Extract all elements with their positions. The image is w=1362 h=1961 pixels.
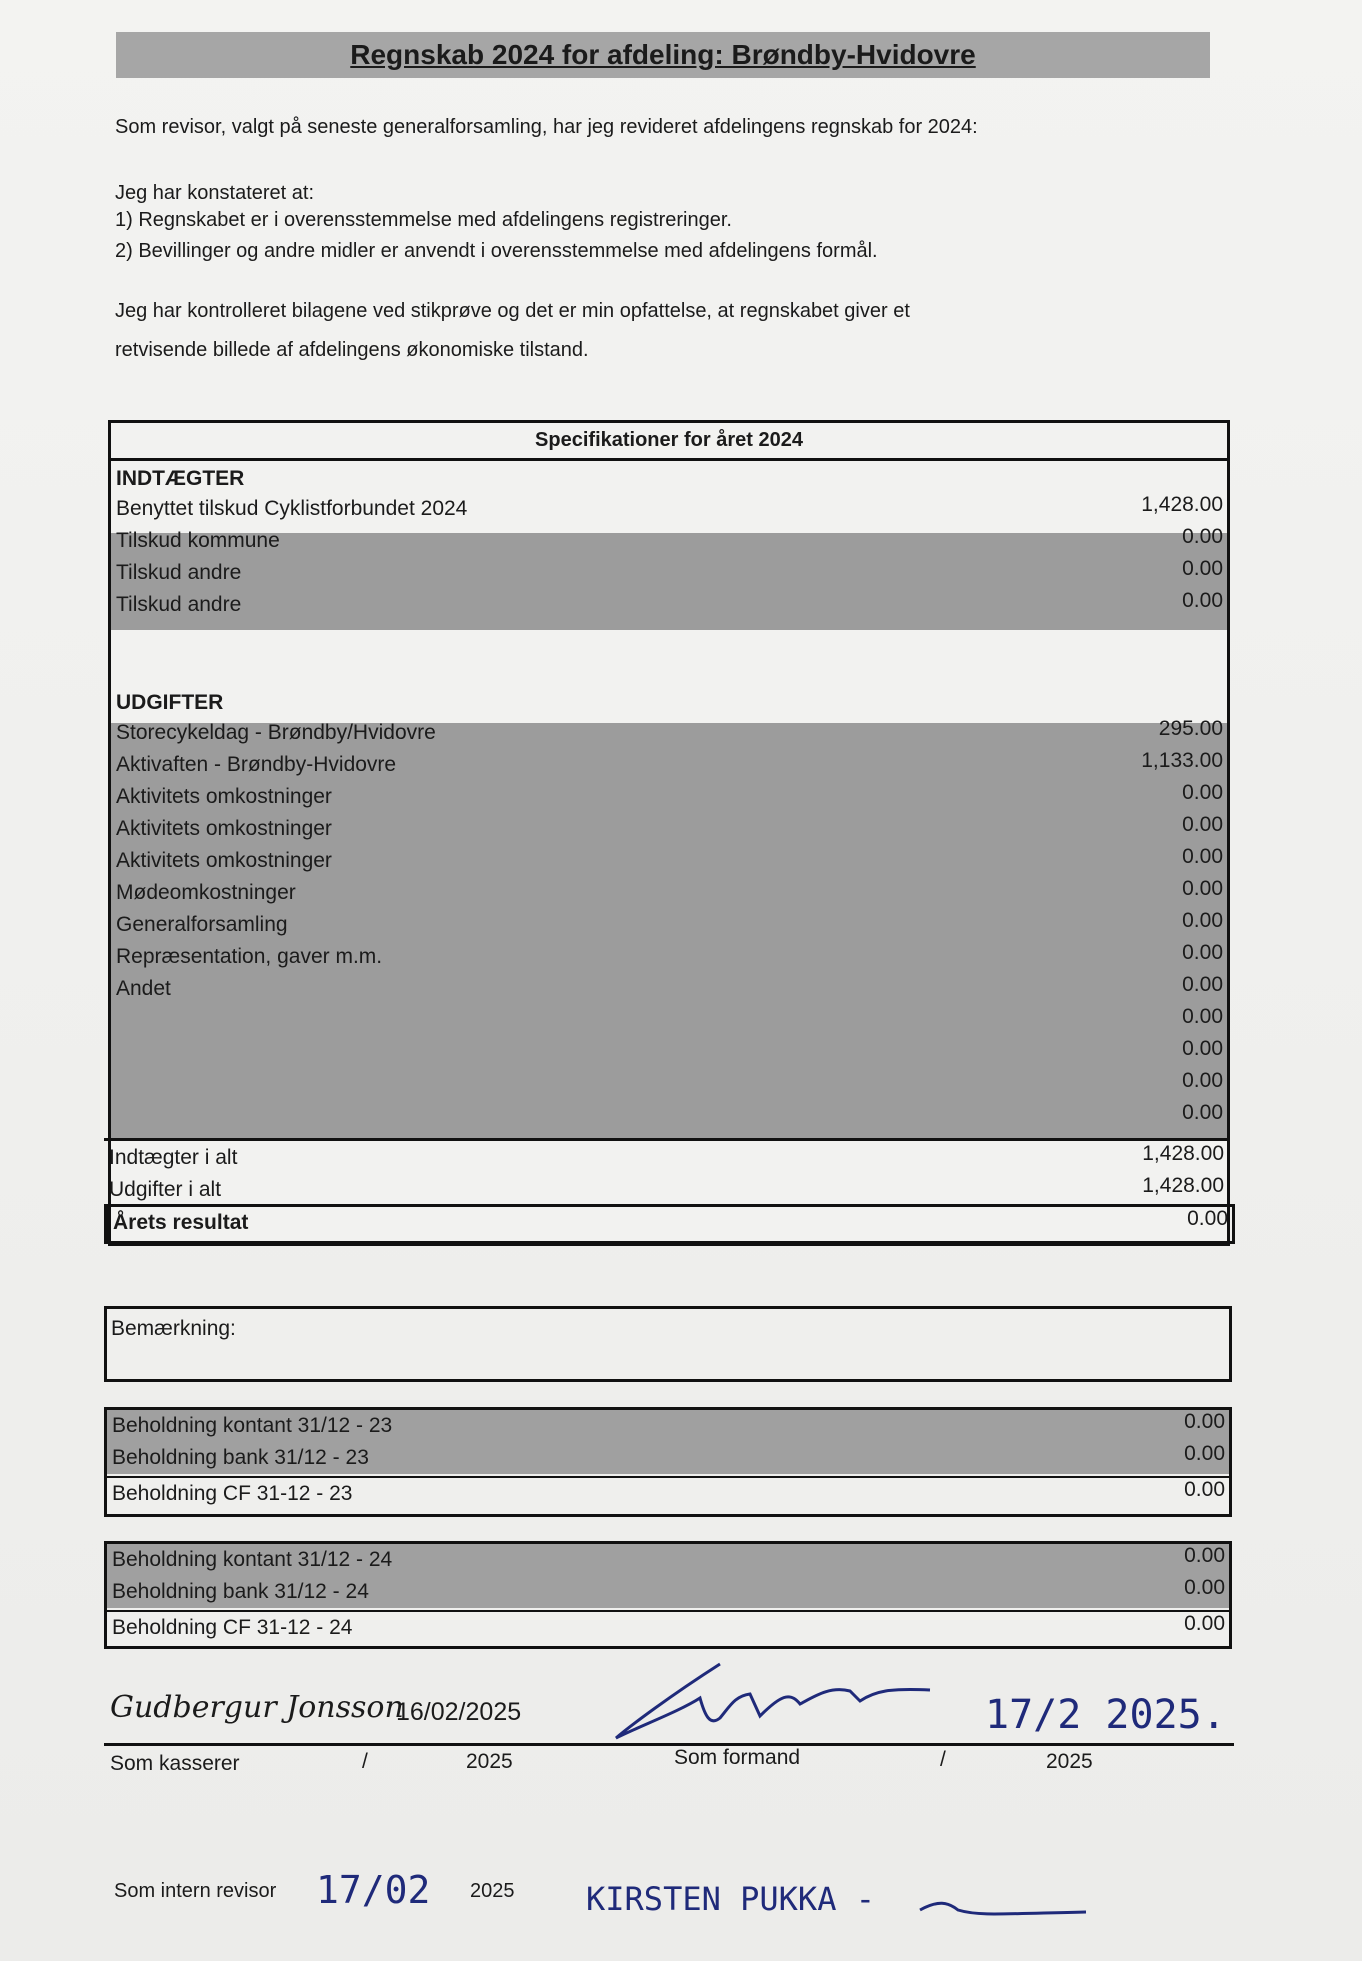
result-row <box>104 1204 1235 1244</box>
table-row <box>107 1442 1229 1474</box>
spec-heading: Specifikationer for året 2024 <box>111 423 1227 461</box>
row-label: Tilskud kommune <box>116 529 280 552</box>
table-row <box>111 493 1227 525</box>
total-income-row <box>104 1142 1228 1174</box>
row-value: 0.00 <box>1182 525 1223 548</box>
year-label: 2025 <box>1046 1750 1093 1773</box>
chairman-label: Som formand <box>674 1746 801 1769</box>
row-label: Repræsentation, gaver m.m. <box>116 945 383 968</box>
row-label: Aktivitets omkostninger <box>116 785 332 808</box>
row-label: Beholdning CF 31-12 - 24 <box>112 1616 353 1639</box>
row-value: 0.00 <box>1184 1478 1225 1501</box>
holdings-2024-box <box>104 1541 1232 1649</box>
slash: / <box>362 1750 368 1773</box>
row-value: 0.00 <box>1184 1410 1225 1433</box>
slash: / <box>940 1748 946 1771</box>
result-label: Årets resultat <box>113 1211 249 1234</box>
total-income-label: Indtægter i alt <box>109 1146 238 1169</box>
row-label: Tilskud andre <box>116 561 242 584</box>
year-label: 2025 <box>470 1880 515 1902</box>
table-row <box>107 1410 1229 1442</box>
row-value: 295.00 <box>1158 717 1223 740</box>
row-label: Aktivaften - Brøndby-Hvidovre <box>116 753 397 776</box>
row-value: 1,133.00 <box>1141 749 1223 772</box>
income-heading-row <box>111 463 1227 495</box>
controlled-line-1: Jeg har kontrolleret bilagene ved stikprøve og det er min opfattelse, at regnskabet giver et <box>115 300 910 322</box>
table-row <box>111 1005 1227 1037</box>
specification-table <box>108 420 1230 1246</box>
cashier-label: Som kasserer <box>110 1752 240 1775</box>
row-label: Generalforsamling <box>116 913 288 936</box>
table-row <box>111 1069 1227 1101</box>
row-label: Andet <box>116 977 171 1000</box>
row-value: 0.00 <box>1182 1037 1223 1060</box>
row-value: 0.00 <box>1182 845 1223 868</box>
row-label: Tilskud andre <box>116 593 242 616</box>
table-row <box>111 525 1227 557</box>
row-value: 0.00 <box>1184 1544 1225 1567</box>
internal-auditor-label: Som intern revisor <box>114 1880 277 1902</box>
table-row <box>111 1101 1227 1133</box>
signature-line <box>104 1743 1234 1746</box>
constated-heading: Jeg har konstateret at: <box>115 182 315 204</box>
income-heading: INDTÆGTER <box>116 467 245 490</box>
table-row <box>107 1544 1229 1576</box>
row-value: 0.00 <box>1182 909 1223 932</box>
expense-heading-row <box>111 687 1227 719</box>
row-label: Aktivitets omkostninger <box>116 817 332 840</box>
cashier-date: 16/02/2025 <box>396 1698 522 1726</box>
table-row <box>111 717 1227 749</box>
auditor-date-handwritten: 17/02 <box>316 1868 431 1912</box>
row-value: 0.00 <box>1182 557 1223 580</box>
remark-label: Bemærkning: <box>111 1317 236 1340</box>
holdings-2023-box <box>104 1407 1232 1517</box>
total-income-value: 1,428.00 <box>1142 1142 1224 1165</box>
chairman-signature <box>610 1656 950 1746</box>
result-value: 0.00 <box>1187 1207 1228 1230</box>
table-row <box>111 973 1227 1005</box>
row-label: Aktivitets omkostninger <box>116 849 332 872</box>
auditor-name-handwritten: KIRSTEN PUKKA - <box>586 1880 875 1918</box>
row-value: 0.00 <box>1182 941 1223 964</box>
row-label: Benyttet tilskud Cyklistforbundet 2024 <box>116 497 468 520</box>
row-label: Beholdning CF 31-12 - 23 <box>112 1482 353 1505</box>
row-value: 0.00 <box>1182 973 1223 996</box>
title-bar <box>116 32 1210 78</box>
row-value: 0.00 <box>1182 1101 1223 1124</box>
table-row <box>111 877 1227 909</box>
table-row <box>107 1476 1229 1510</box>
row-value: 0.00 <box>1182 1069 1223 1092</box>
year-label: 2025 <box>466 1750 513 1773</box>
table-row <box>107 1610 1229 1644</box>
table-row <box>111 557 1227 589</box>
row-value: 0.00 <box>1182 813 1223 836</box>
auditor-signature-stroke <box>918 1896 1088 1922</box>
total-expense-label: Udgifter i alt <box>109 1178 222 1201</box>
point-2: 2) Bevillinger og andre midler er anvendt i overensstemmelse med afdelingens formål. <box>115 240 878 262</box>
row-value: 0.00 <box>1182 1005 1223 1028</box>
row-value: 1,428.00 <box>1141 493 1223 516</box>
row-value: 0.00 <box>1184 1612 1225 1635</box>
table-row <box>111 813 1227 845</box>
controlled-line-2: retvisende billede af afdelingens økonomiske tilstand. <box>115 339 589 361</box>
row-label: Storecykeldag - Brøndby/Hvidovre <box>116 721 436 744</box>
row-label: Mødeomkostninger <box>116 881 296 904</box>
table-row <box>111 845 1227 877</box>
table-row <box>111 941 1227 973</box>
row-value: 0.00 <box>1182 877 1223 900</box>
intro-text: Som revisor, valgt på seneste generalforsamling, har jeg revideret afdelingens regnskab for 2024: <box>115 116 978 138</box>
row-label: Beholdning bank 31/12 - 24 <box>112 1580 369 1603</box>
cashier-signature: Gudbergur Jonsson <box>110 1690 404 1725</box>
table-row <box>107 1576 1229 1608</box>
table-row <box>111 781 1227 813</box>
document-title: Regnskab 2024 for afdeling: Brøndby-Hvidovre <box>350 39 976 70</box>
result-inner <box>108 1207 1232 1239</box>
chairman-date-handwritten: 17/2 2025. <box>985 1692 1226 1738</box>
table-row <box>111 589 1227 621</box>
row-value: 0.00 <box>1184 1576 1225 1599</box>
table-row <box>111 749 1227 781</box>
row-value: 0.00 <box>1182 781 1223 804</box>
table-row <box>111 1037 1227 1069</box>
total-expense-value: 1,428.00 <box>1142 1174 1224 1197</box>
row-label: Beholdning bank 31/12 - 23 <box>112 1446 369 1469</box>
row-label: Beholdning kontant 31/12 - 24 <box>112 1548 393 1571</box>
row-label: Beholdning kontant 31/12 - 23 <box>112 1414 393 1437</box>
remark-box <box>104 1306 1232 1382</box>
point-1: 1) Regnskabet er i overensstemmelse med afdelingens registreringer. <box>115 209 732 231</box>
row-value: 0.00 <box>1184 1442 1225 1465</box>
expense-heading: UDGIFTER <box>116 691 224 714</box>
row-value: 0.00 <box>1182 589 1223 612</box>
total-expense-row <box>104 1174 1228 1206</box>
table-row <box>111 909 1227 941</box>
